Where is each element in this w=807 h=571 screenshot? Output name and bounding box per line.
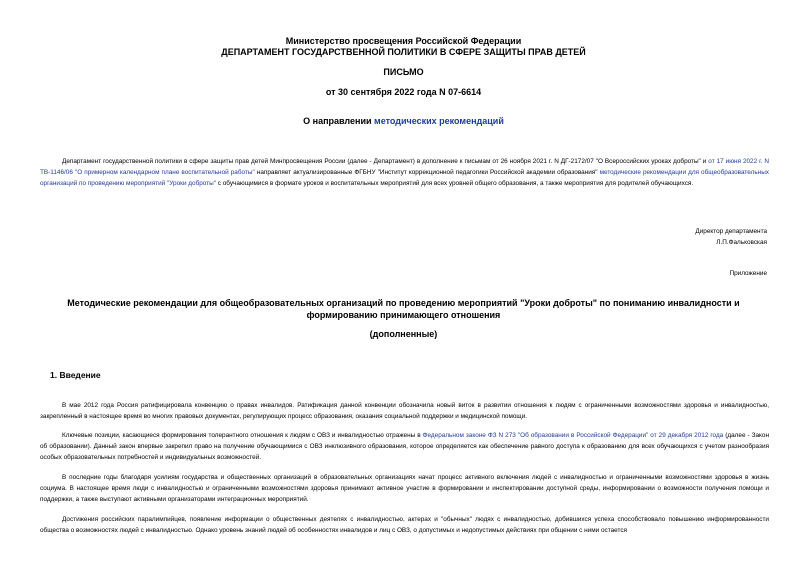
appendix-label: Приложение [729,270,767,277]
intro-paragraph [40,472,769,505]
letter-paragraph [40,156,769,189]
document-subject [0,116,807,127]
intro-text: В последние годы благодаря усилиям государства и общественных организаций в образовательных организациях начат процесс активного включения людей с инвалидностью и ограниченными возможностями здоровья в жизнь социума. В настоящее время люди с инвалидностью и ограниченными возможностями здоровья принимают активное участие в формировании и инспектировании доступной среды, информировании о возможности получения помощи и поддержки, а также выступают активными организаторами интеграционных мероприятий. [40,474,769,503]
signature-name: Л.П.Фальковская [716,239,767,246]
letter-text: с обучающимися в формате уроков и воспитательных мероприятий для всех уровней общего образования, а также мероприятия для родителей обучающихся. [216,180,694,187]
department-name: ДЕПАРТАМЕНТ ГОСУДАРСТВЕННОЙ ПОЛИТИКИ В СФЕРЕ ЗАЩИТЫ ПРАВ ДЕТЕЙ [221,47,586,57]
letter-text: направляет актуализированные ФГБНУ "Институт коррекционной педагогики Российской академии образования" [254,169,600,176]
intro-text: В мае 2012 года Россия ратифицировала конвенцию о правах инвалидов. Ратификация данной конвенции обозначила новый виток в развитии отношения к людям с ограниченными возможностями здоровья и инвалидностью, закрепленный в настоящее время во многих правовых документах, регулирующих процесс образования, оказания социальной поддержки и медицинской помощи. [40,402,769,420]
appendix-subtitle: (дополненные) [369,329,438,339]
intro-text: Ключевые позиции, касающиеся формирования толерантного отношения к людям с ОВЗ и инвалидностью отражены в [62,432,423,439]
appendix-title: Методические рекомендации для общеобразовательных организаций по проведению мероприятий "Уроки доброты" по пониманию инвалидности и [67,298,740,308]
document-type: ПИСЬМО [383,67,424,77]
subject-link[interactable]: методических рекомендаций [374,116,504,126]
document-date-number: от 30 сентября 2022 года N 07-6614 [325,87,482,97]
intro-paragraph [40,514,769,536]
letter-text: Департамент государственной политики в сфере защиты прав детей Минпросвещения России (далее - Департамент) в дополнение к письмам от 26 ноября 2021 г. N ДГ-2172/07 "О Всероссийских уроках доброты" и [62,158,709,165]
intro-paragraph [40,400,769,422]
intro-paragraph [40,430,769,463]
appendix-title-continued: формированию принимающего отношения [306,310,501,320]
section-heading: 1. Введение [50,370,101,380]
recommendations-link[interactable]: методические рекомендации для общеобразовательных организаций по проведению мероприятий "Уроки доброты" [40,169,769,187]
calendar-plan-link[interactable]: от 17 июня 2022 г. N ТВ-1146/06 "О примерном календарном плане воспитательной работы" [40,158,769,176]
signature-position: Директор департамента [695,228,767,235]
intro-text: (далее - Закон об образовании). Данный закон впервые закрепил право на получение обучающимися с ОВЗ инклюзивного образования, которое определяется как обеспечение равного доступа к образованию для всех обучающихся с учетом разнообразия особых образовательных потребностей и индивидуальных возможностей. [40,432,769,461]
subject-prefix: О направлении [303,116,375,126]
intro-text: Достижения российских паралимпийцев, появление информации о общественных деятелях с инвалидностью, актерах и "обычных" людях с инвалидностью, добившихся успеха способствовало повышению информированности общества о возможностях людей с инвалидностью. Однако уровень знаний людей об особенностях инвалидов и лиц с ОВЗ, о допустимых и недопустимых действиях при общении с ними остается [40,516,769,534]
education-law-link[interactable]: Федеральном законе ФЗ N 273 "Об образовании в Российской Федерации" от 29 декабря 2012 года [422,432,724,439]
ministry-name: Министерство просвещения Российской Федерации [285,36,522,46]
